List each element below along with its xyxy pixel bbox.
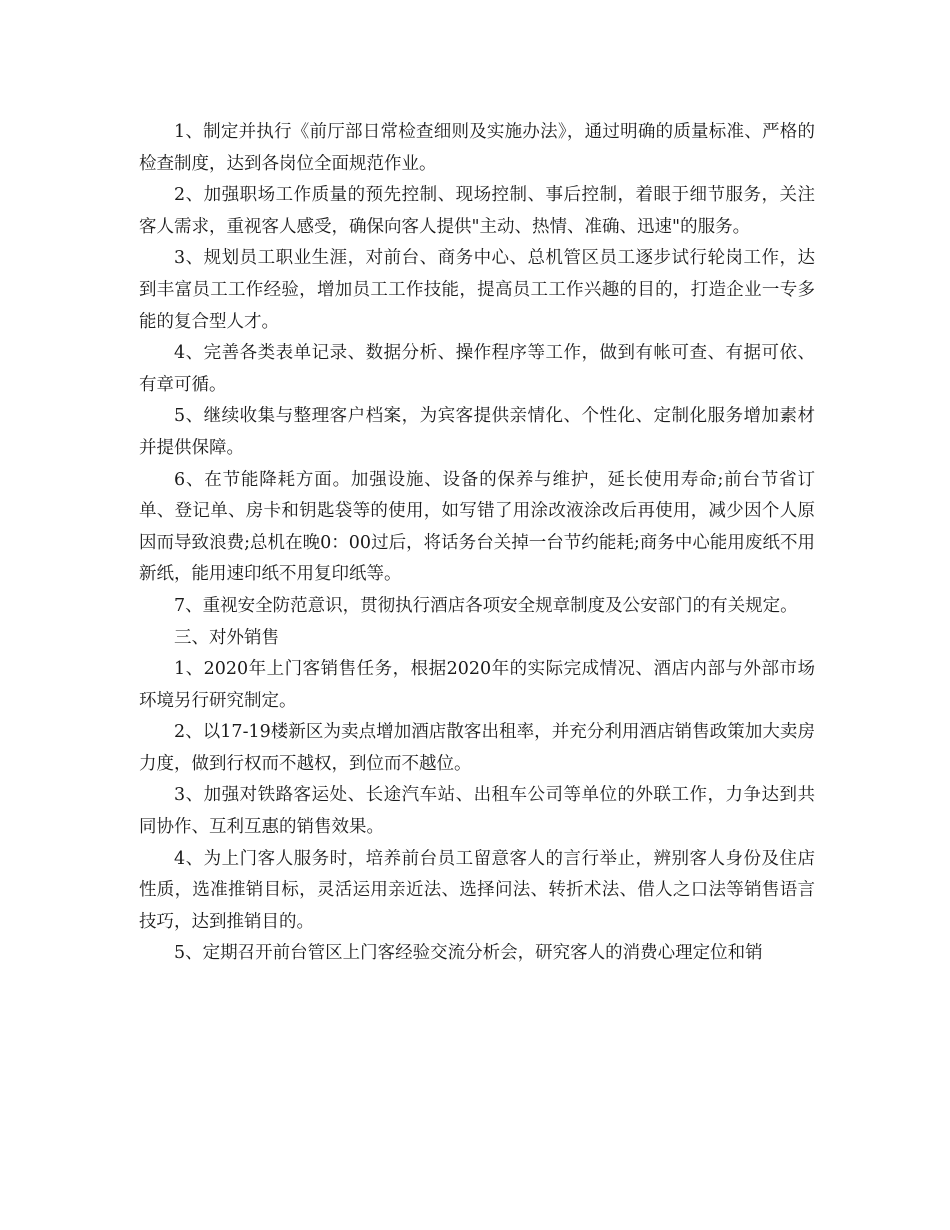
paragraph-3: 3、规划员工职业生涯，对前台、商务中心、总机管区员工逐步试行轮岗工作，达到丰富员工工作经验，增加员工工作技能，提高员工工作兴趣的目的，打造企业一专多能的复合型人才。 — [139, 248, 815, 332]
paragraph-4: 4、完善各类表单记录、数据分析、操作程序等工作，做到有帐可查、有据可依、有章可循。 — [139, 343, 815, 395]
document-body — [139, 117, 815, 970]
paragraph-6: 6、在节能降耗方面。加强设施、设备的保养与维护，延长使用寿命;前台节省订单、登记单、房卡和钥匙袋等的使用，如写错了用涂改液涂改后再使用，减少因个人原因而导致浪费;总机在晚0：00过后，将话务台关掉一台节约能耗;商务中心能用废纸不用新纸，能用速印纸不用复印纸等。 — [139, 469, 815, 585]
paragraph-7: 7、重视安全防范意识，贯彻执行酒店各项安全规章制度及公安部门的有关规定。 — [174, 595, 798, 616]
paragraph-12: 5、定期召开前台管区上门客经验交流分析会，研究客人的消费心理定位和销 — [174, 943, 763, 964]
paragraph-8: 1、2020年上门客销售任务，根据2020年的实际完成情况、酒店内部与外部市场环境另行研究制定。 — [139, 659, 815, 711]
paragraph-10: 3、加强对铁路客运处、长途汽车站、出租车公司等单位的外联工作，力争达到共同协作、互利互惠的销售效果。 — [139, 785, 815, 838]
paragraph-1: 1、制定并执行《前厅部日常检查细则及实施办法》，通过明确的质量标准、严格的检查制度，达到各岗位全面规范作业。 — [139, 122, 815, 174]
section-heading: 三、对外销售 — [174, 627, 279, 648]
paragraph-2: 2、加强职场工作质量的预先控制、现场控制、事后控制，着眼于细节服务，关注客人需求，重视客人感受，确保向客人提供"主动、热情、准确、迅速"的服务。 — [139, 185, 815, 237]
paragraph-9: 2、以17-19楼新区为卖点增加酒店散客出租率，并充分利用酒店销售政策加大卖房力度，做到行权而不越权，到位而不越位。 — [139, 722, 815, 774]
paragraph-5: 5、继续收集与整理客户档案，为宾客提供亲情化、个性化、定制化服务增加素材并提供保障。 — [139, 406, 815, 458]
paragraph-11: 4、为上门客人服务时，培养前台员工留意客人的言行举止，辨别客人身份及住店性质，选准推销目标，灵活运用亲近法、选择问法、转折术法、借人之口法等销售语言技巧，达到推销目的。 — [139, 848, 815, 932]
